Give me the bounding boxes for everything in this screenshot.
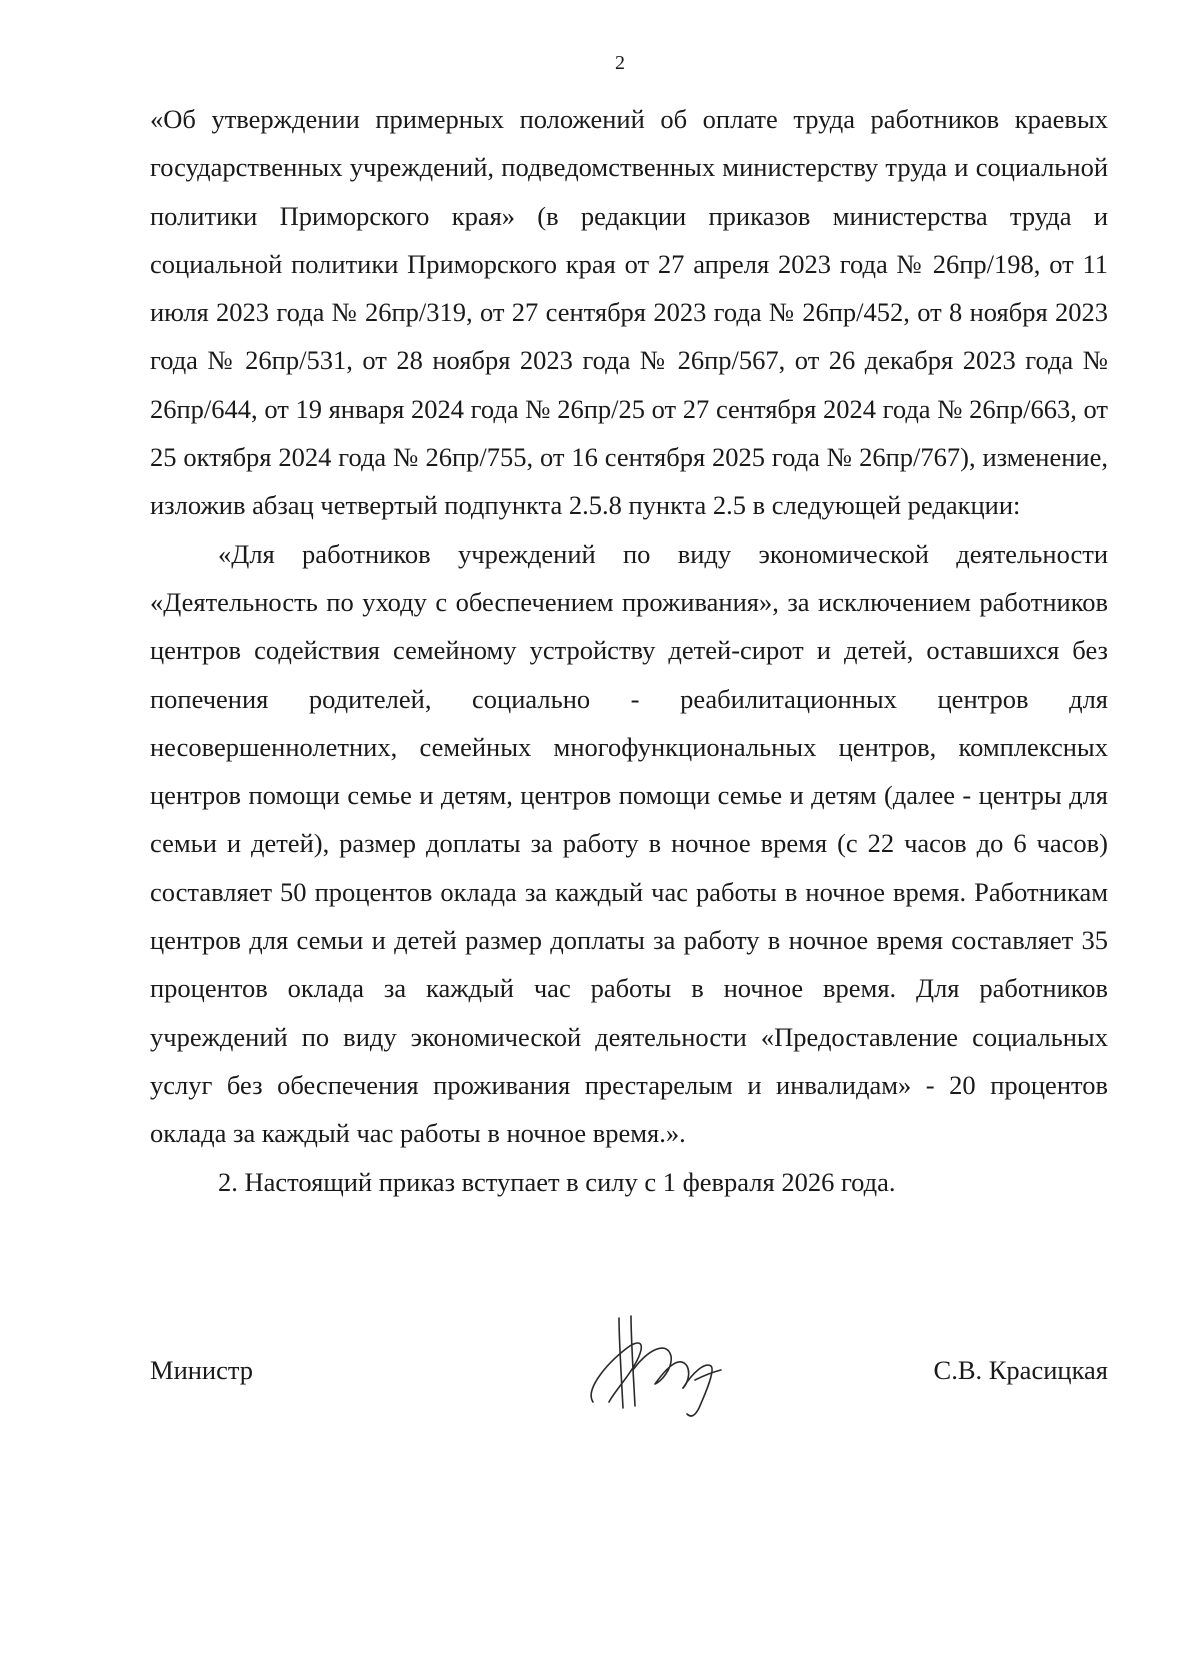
document-body — [150, 95, 1108, 1206]
signature-block — [150, 1355, 1108, 1415]
effective-date-paragraph: 2. Настоящий приказ вступает в силу с 1 февраля 2026 года. — [218, 1166, 896, 1197]
quoted-amendment-paragraph: «Для работников учреждений по виду экономической деятельности «Деятельность по уходу с обеспечением проживания», за исключением работников центров содействия семейному устройству детей-сирот и детей, оставшихся без попечения родителей, социально - реабилитационных центров для несовершеннолетних, семейных многофункциональных центров, комплексных центров помощи семье и детям, центров помощи семье и детям (далее - центры для семьи и детей), размер доплаты за работу в ночное время (с 22 часов до 6 часов) составляет 50 процентов оклада за каждый час работы в ночное время. Работникам центров для семьи и детей размер доплаты за работу в ночное время составляет 35 процентов оклада за каждый час работы в ночное время. Для работников учреждений по виду экономической деятельности «Предоставление социальных услуг без обеспечения проживания престарелым и инвалидам» - 20 процентов оклада за каждый час работы в ночное время.». — [150, 538, 1108, 1149]
continuation-paragraph: «Об утверждении примерных положений об оплате труда работников краевых государственных учреждений, подведомственных министерству труда и социальной политики Приморского края» (в редакции приказов министерства труда и социальной политики Приморского края от 27 апреля 2023 года № 26пр/198, от 11 июля 2023 года № 26пр/319, от 27 сентября 2023 года № 26пр/452, от 8 ноября 2023 года № 26пр/531, от 28 ноября 2023 года № 26пр/567, от 26 декабря 2023 года № 26пр/644, от 19 января 2024 года № 26пр/25 от 27 сентября 2024 года № 26пр/663, от 25 октября 2024 года № 26пр/755, от 16 сентября 2025 года № 26пр/767), изменение, изложив абзац четвертый подпункта 2.5.8 пункта 2.5 в следующей редакции: — [150, 104, 1108, 521]
signatory-position: Министр — [150, 1355, 254, 1385]
page-number: 2 — [615, 52, 625, 74]
signatory-name: С.В. Красицкая — [933, 1355, 1108, 1385]
